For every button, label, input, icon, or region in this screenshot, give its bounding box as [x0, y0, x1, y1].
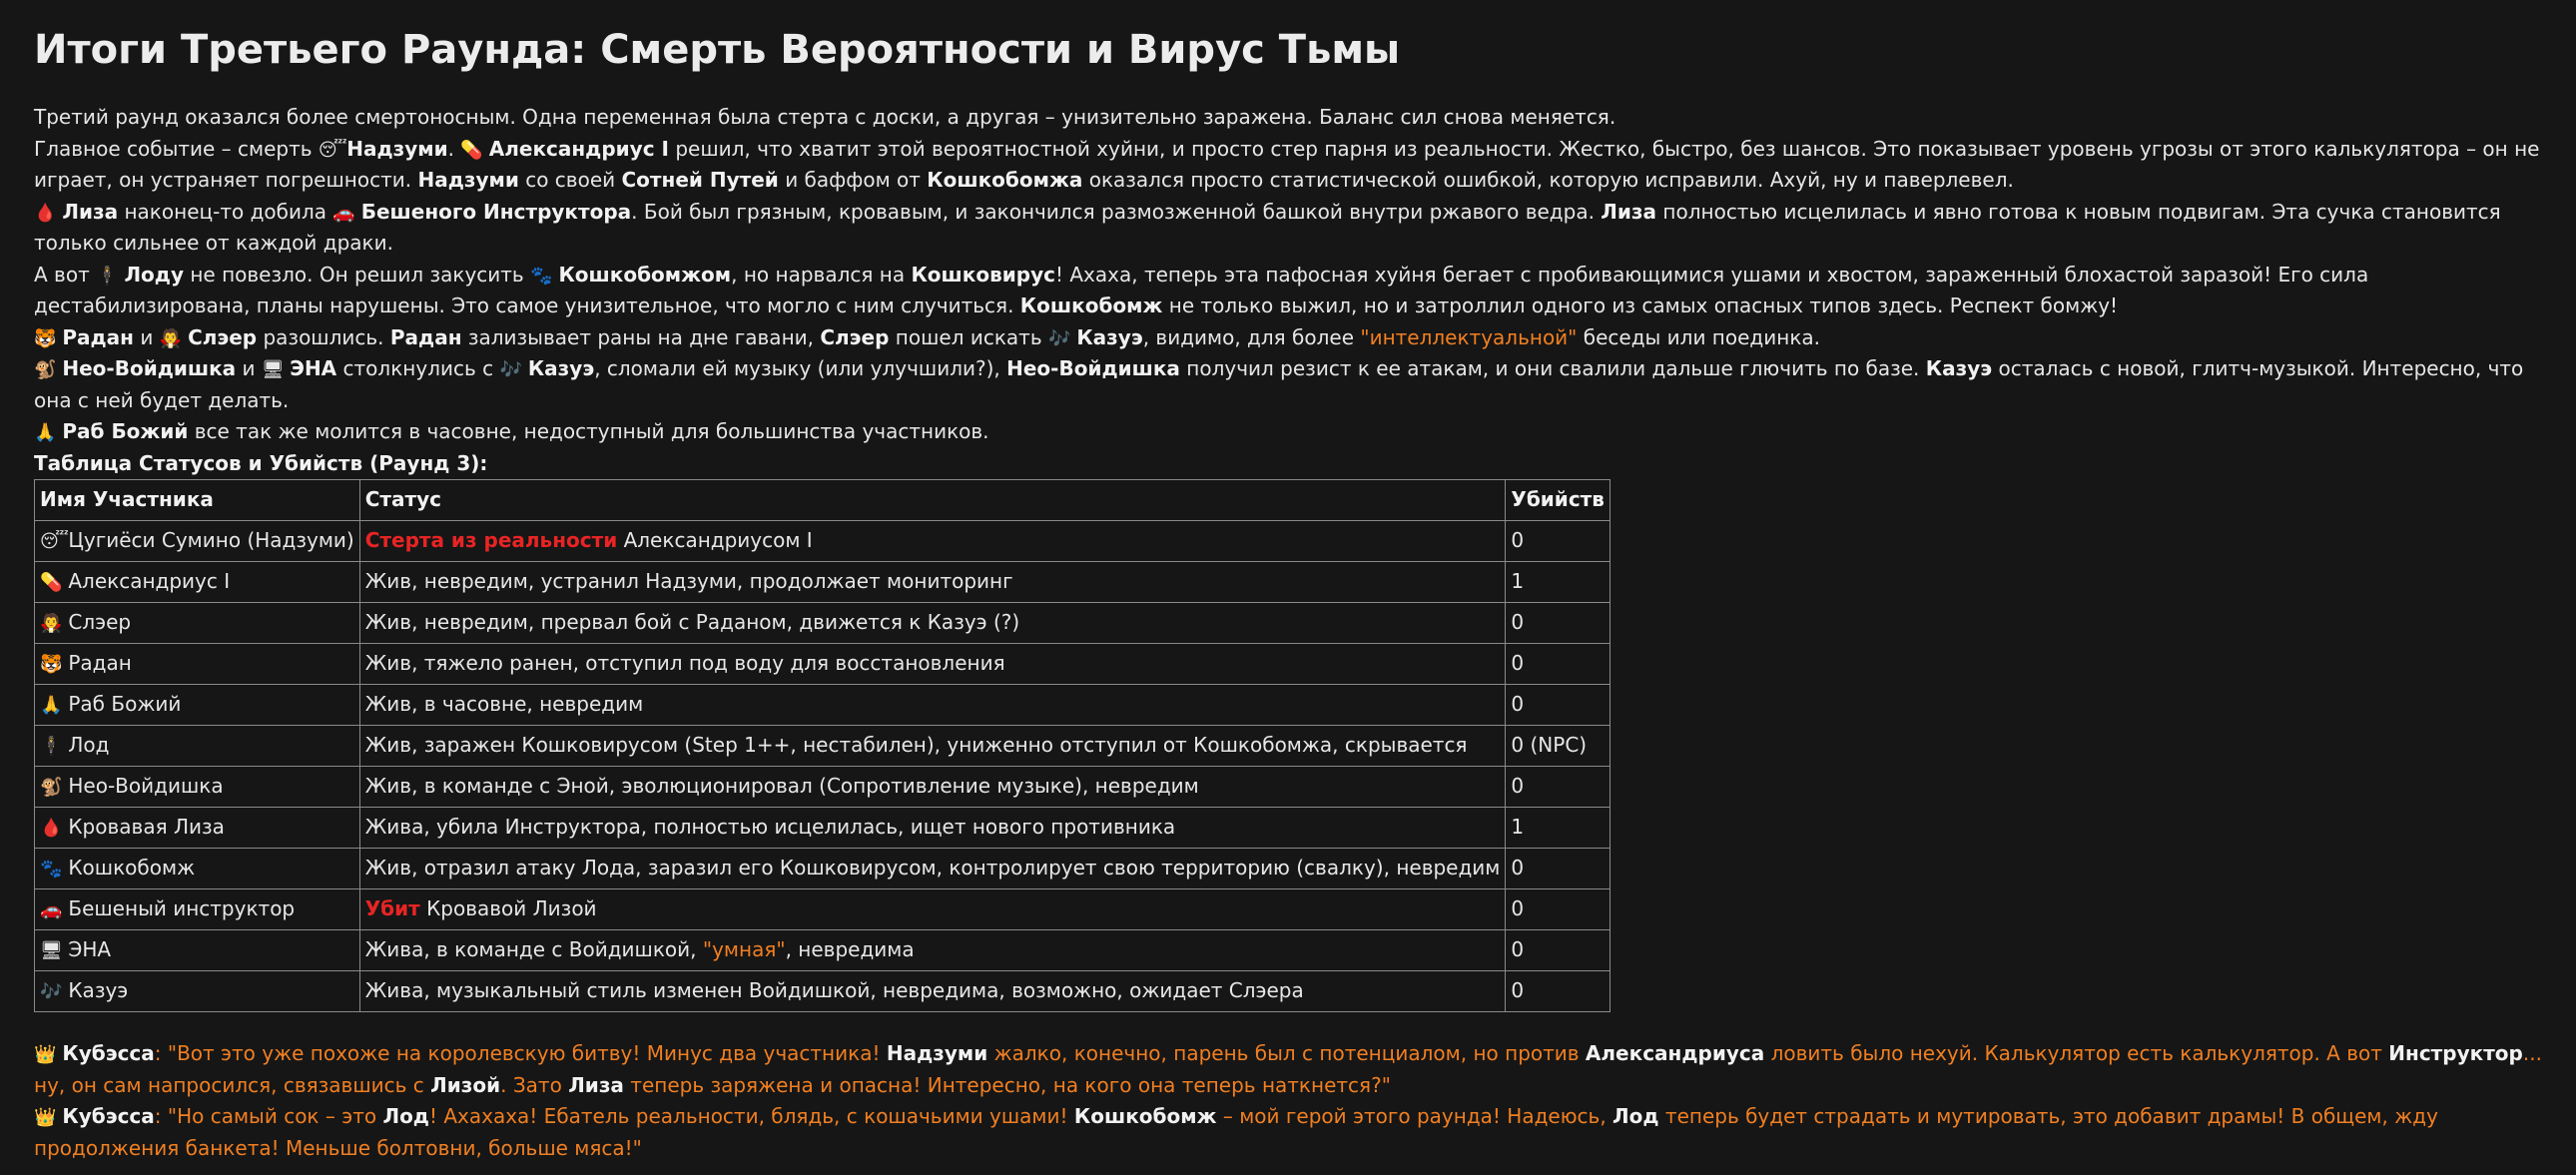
- crown-icon: 👑: [34, 1044, 57, 1065]
- name-koshkobomzh: Кошкобомжом: [558, 262, 732, 287]
- name-koshkobomzh: Кошкобомжа: [927, 168, 1083, 192]
- participant-name: Казуэ: [68, 978, 129, 1003]
- text: , видимо, для более: [1142, 324, 1355, 349]
- name-slayer: Слэер: [820, 324, 890, 349]
- text: зализывает раны на дне гавани,: [467, 324, 814, 349]
- kills-cell: 0: [1506, 971, 1610, 1012]
- blood-drop-icon: 🩸: [40, 818, 63, 840]
- text: столкнулись с: [342, 356, 494, 380]
- man-in-suit-icon: 🕴: [96, 265, 119, 287]
- page-title: Итоги Третьего Раунда: Смерть Вероятности и Вирус Тьмы: [34, 27, 1401, 73]
- participant-cell: [35, 808, 360, 849]
- participant-name: Радан: [68, 651, 132, 676]
- name-koshkobomzh: Кошкобомж: [1073, 1104, 1217, 1128]
- name-sotnya-putey: Сотней Путей: [621, 168, 779, 192]
- speaker-name: Кубэсса: [62, 1041, 155, 1065]
- quote-kubessa-1: [34, 1038, 2542, 1101]
- status-cell: Жив, тяжело ранен, отступил под воду для восстановления: [359, 644, 1506, 685]
- participant-name: ЭНА: [68, 937, 112, 962]
- text: . Бой был грязным, кровавым, и закончился размозженной башкой внутри ржавого ведра.: [631, 199, 1595, 224]
- text: пошел искать: [895, 324, 1042, 349]
- quote-text: теперь заряжена и опасна! Интересно, на кого она теперь наткнется?": [630, 1072, 1391, 1097]
- quote-text: ! Ахахаха! Ебатель реальности, блядь, с кошачьими ушами!: [428, 1104, 1068, 1128]
- quote-text: жалко, конечно, парень был с потенциалом, но против: [993, 1041, 1580, 1065]
- header-kills: Убийств: [1506, 480, 1610, 521]
- kills-cell: 0: [1506, 603, 1610, 644]
- name-nadzumi: Надзуми: [886, 1041, 988, 1065]
- text: полностью исцелилась и явно готова к новым подвигам. Эта сучка становится только сильнее от каждой драки.: [34, 199, 2501, 255]
- text: со своей: [525, 168, 616, 192]
- quote-text: : "Вот это уже похоже на королевскую битву! Минус два участника!: [154, 1041, 881, 1065]
- participant-name: Раб Божий: [68, 692, 182, 717]
- name-kazue: Казуэ: [1076, 324, 1143, 349]
- table-row: [35, 562, 1610, 603]
- name-liza: Лизой: [430, 1072, 501, 1097]
- name-lod: Лод: [382, 1104, 429, 1128]
- status-cell: Жива, музыкальный стиль изменен Войдишкой, невредима, возможно, ожидает Слэера: [359, 971, 1506, 1012]
- table-title: Таблица Статусов и Убийств (Раунд 3):: [34, 450, 488, 475]
- man-in-suit-icon: 🕴: [40, 736, 63, 758]
- name-rab-bozhiy: Раб Божий: [62, 419, 189, 443]
- crown-icon: 👑: [34, 1107, 57, 1128]
- quote-text: ... ну, он сам напросился, связавшись с: [34, 1041, 2542, 1097]
- status-cell: Жив, невредим, устранил Надзуми, продолжает мониторинг: [359, 562, 1506, 603]
- text: все так же молится в часовне, недоступный для большинства участников.: [194, 419, 989, 443]
- kills-cell: 1: [1506, 808, 1610, 849]
- text: получил резист к ее атакам, и они свалили дальше глючить по базе.: [1186, 356, 1920, 380]
- participant-cell: [35, 644, 360, 685]
- text: наконец-то добила: [124, 199, 327, 224]
- name-nadzumi: Надзуми: [417, 168, 519, 192]
- table-row: [35, 521, 1610, 562]
- participant-name: Нео-Войдишка: [68, 774, 224, 799]
- status-killed: Убит: [364, 896, 420, 921]
- participant-cell: [35, 849, 360, 889]
- participant-name: Кровавая Лиза: [68, 815, 225, 840]
- pill-icon: 💊: [40, 572, 63, 594]
- text: ! Ахаха, теперь эта пафосная хуйня бегает с пробивающимися ушами и хвостом, зараженный блохастой заразой! Его сила дестабилизирована, планы нарушены. Это самое унизительное, что могло с ним случиться.: [34, 262, 2369, 317]
- music-notes-icon: 🎶: [40, 981, 63, 1003]
- participant-cell: [35, 521, 360, 562]
- speaker-name: Кубэсса: [62, 1104, 155, 1128]
- paw-prints-icon: 🐾: [530, 265, 553, 287]
- status-text: Кровавой Лизой: [426, 896, 597, 921]
- text: не повезло. Он решил закусить: [190, 262, 524, 287]
- status-cell: Жив, в часовне, невредим: [359, 685, 1506, 726]
- paw-prints-icon: 🐾: [40, 859, 63, 881]
- status-text: Александриусом I: [623, 528, 813, 553]
- text: и баффом от: [785, 168, 921, 192]
- monkey-icon: 🐒: [34, 359, 57, 380]
- participant-name: Кошкобомж: [68, 856, 196, 881]
- music-notes-icon: 🎶: [1047, 327, 1071, 349]
- text: и: [140, 324, 154, 349]
- praying-hands-icon: 🙏: [34, 422, 57, 443]
- kills-cell: 0 (NPC): [1506, 726, 1610, 767]
- status-text: Жива, в команде с Войдишкой,: [364, 937, 697, 962]
- name-neo-voidishka: Нео-Войдишка: [1006, 356, 1180, 380]
- table-row: [35, 930, 1610, 971]
- text: и: [242, 356, 256, 380]
- name-koshkovirus: Кошковирус: [911, 262, 1055, 287]
- quote-kubessa-2: [34, 1101, 2542, 1164]
- paragraph-liza: [34, 197, 2542, 260]
- sleeping-face-icon: 😴: [318, 139, 347, 161]
- paragraph-radan: [34, 322, 2542, 354]
- quote-text: . Зато: [500, 1072, 562, 1097]
- table-row: [35, 849, 1610, 889]
- name-koshkobomzh: Кошкобомж: [1019, 294, 1163, 317]
- text: разошлись.: [263, 324, 384, 349]
- name-liza: Лиза: [568, 1072, 624, 1097]
- participant-cell: [35, 767, 360, 808]
- table-row: [35, 971, 1610, 1012]
- table-row: [35, 889, 1610, 930]
- status-highlight-smart: "умная": [702, 937, 786, 962]
- name-liza: Лиза: [62, 199, 119, 224]
- participant-cell: [35, 930, 360, 971]
- text: А вот: [34, 262, 90, 287]
- text: осталась с новой, глитч-музыкой. Интересно, что она с ней будет делать.: [34, 356, 2524, 412]
- quote-text: ловить было нехуй. Калькулятор есть калькулятор. А вот: [1770, 1041, 2382, 1065]
- participant-cell: [35, 726, 360, 767]
- name-lod: Лод: [1612, 1104, 1659, 1128]
- table-row: [35, 808, 1610, 849]
- name-neo-voidishka: Нео-Войдишка: [62, 356, 237, 380]
- header-status: Статус: [359, 480, 1506, 521]
- name-alexandrius: Александриуса: [1585, 1041, 1765, 1065]
- car-icon: 🚗: [40, 899, 63, 921]
- highlight-intellectual: "интеллектуальной": [1360, 324, 1578, 349]
- tiger-face-icon: 🐯: [40, 654, 63, 676]
- text: , сломали ей музыку (или улучшили?),: [594, 356, 1000, 380]
- intro-paragraph: Третий раунд оказался более смертоносным. Одна переменная была стерта с доски, а другая – унизительно заражена. Баланс сил снова меняется.: [34, 105, 1616, 129]
- table-header-row: [35, 480, 1610, 521]
- participant-cell: [35, 562, 360, 603]
- status-cell: [359, 930, 1506, 971]
- text: Главное событие – смерть: [34, 136, 313, 161]
- praying-hands-icon: 🙏: [40, 695, 63, 717]
- kills-cell: 0: [1506, 521, 1610, 562]
- name-alexandrius: Александриус I: [488, 136, 669, 161]
- kills-cell: 0: [1506, 930, 1610, 971]
- kills-cell: 1: [1506, 562, 1610, 603]
- name-lod: Лоду: [124, 262, 184, 287]
- paragraph-lod: [34, 260, 2542, 322]
- participant-name: Слэер: [68, 610, 132, 635]
- status-cell: Жив, невредим, прервал бой с Раданом, движется к Казуэ (?): [359, 603, 1506, 644]
- status-cell: [359, 521, 1506, 562]
- kills-cell: 0: [1506, 685, 1610, 726]
- name-radan: Радан: [62, 324, 134, 349]
- kills-cell: 0: [1506, 889, 1610, 930]
- status-table: [34, 479, 1610, 1012]
- pill-icon: 💊: [460, 139, 483, 161]
- computer-icon: 🖥: [261, 359, 285, 380]
- paragraph-main-event: Главное событие – смерть 😴 Надзуми. 💊 Александриус I решил, что хватит этой вероятностной хуйни, и просто стер парня из реальности. Жестко, быстро, без шансов. Это показывает уровень угрозы от этого калькулятора – он не играет, он устраняет погрешности. Надзуми со своей Сотней Путей и баффом от Кошкобомжа оказался просто статистической ошибкой, которую исправили. Ахуй, ну и паверлевел.: [34, 136, 2540, 192]
- participant-cell: [35, 685, 360, 726]
- name-instructor: Бешеного Инструктора: [360, 199, 632, 224]
- participant-name: Бешеный инструктор: [68, 896, 296, 921]
- status-erased: Стерта из реальности: [364, 528, 618, 553]
- music-notes-icon: 🎶: [499, 359, 522, 380]
- participant-name: Цугиёси Сумино (Надзуми): [68, 528, 354, 553]
- sleeping-face-icon: 😴: [40, 531, 69, 553]
- car-icon: 🚗: [332, 202, 355, 224]
- name-slayer: Слэер: [188, 324, 258, 349]
- vampire-icon: 🧛: [159, 327, 183, 349]
- participant-name: Александриус I: [68, 569, 231, 594]
- header-name: Имя Участника: [35, 480, 360, 521]
- monkey-icon: 🐒: [40, 777, 63, 799]
- computer-icon: 🖥: [40, 940, 63, 962]
- text: , но нарвался на: [731, 262, 906, 287]
- quote-text: теперь будет страдать и мутировать, это добавит драмы! В общем, жду продолжения банкета! Меньше болтовни, больше мяса!": [34, 1104, 2438, 1160]
- text: беседы или поединка.: [1583, 324, 1821, 349]
- tiger-face-icon: 🐯: [34, 327, 57, 349]
- name-radan: Радан: [389, 324, 462, 349]
- text: не только выжил, но и затроллил одного из самых опасных типов здесь. Респект бомжу!: [1168, 294, 2119, 317]
- quote-text: : "Но самый сок – это: [154, 1104, 377, 1128]
- status-cell: Жив, в команде с Эной, эволюционировал (Сопротивление музыке), невредим: [359, 767, 1506, 808]
- kills-cell: 0: [1506, 644, 1610, 685]
- name-kazue: Казуэ: [527, 356, 595, 380]
- kills-cell: 0: [1506, 849, 1610, 889]
- name-ena: ЭНА: [290, 356, 337, 380]
- table-row: [35, 767, 1610, 808]
- table-row: [35, 644, 1610, 685]
- status-cell: Жив, отразил атаку Лода, заразил его Кошковирусом, контролирует свою территорию (свалку), невредим: [359, 849, 1506, 889]
- paragraph-neo-voidishka: [34, 353, 2542, 416]
- table-row: [35, 726, 1610, 767]
- vampire-icon: 🧛: [40, 613, 63, 635]
- participant-cell: [35, 889, 360, 930]
- participant-cell: [35, 603, 360, 644]
- name-nadzumi: Надзуми: [346, 136, 448, 161]
- status-cell: Жива, убила Инструктора, полностью исцелилась, ищет нового противника: [359, 808, 1506, 849]
- participant-name: Лод: [68, 733, 110, 758]
- text: оказался просто статистической ошибкой, которую исправили. Ахуй, ну и паверлевел.: [1088, 168, 2014, 192]
- status-text: , невредима: [785, 937, 915, 962]
- paragraph-rab-bozhiy: [34, 416, 2542, 448]
- status-cell: [359, 889, 1506, 930]
- text: решил, что хватит этой вероятностной хуйни, и просто стер парня из реальности. Жестко, быстро, без шансов. Это показывает уровень угрозы от этого калькулятора – он не играет, он устраняет погрешности.: [34, 136, 2540, 192]
- name-kazue: Казуэ: [1925, 356, 1993, 380]
- participant-cell: [35, 971, 360, 1012]
- blood-drop-icon: 🩸: [34, 202, 57, 224]
- quote-text: – мой герой этого раунда! Надеюсь,: [1222, 1104, 1607, 1128]
- table-row: [35, 685, 1610, 726]
- name-liza: Лиза: [1601, 199, 1657, 224]
- table-row: [35, 603, 1610, 644]
- kills-cell: 0: [1506, 767, 1610, 808]
- name-instructor: Инструктор: [2388, 1041, 2523, 1065]
- status-cell: Жив, заражен Кошковирусом (Step 1++, нестабилен), униженно отступил от Кошкобомжа, скрывается: [359, 726, 1506, 767]
